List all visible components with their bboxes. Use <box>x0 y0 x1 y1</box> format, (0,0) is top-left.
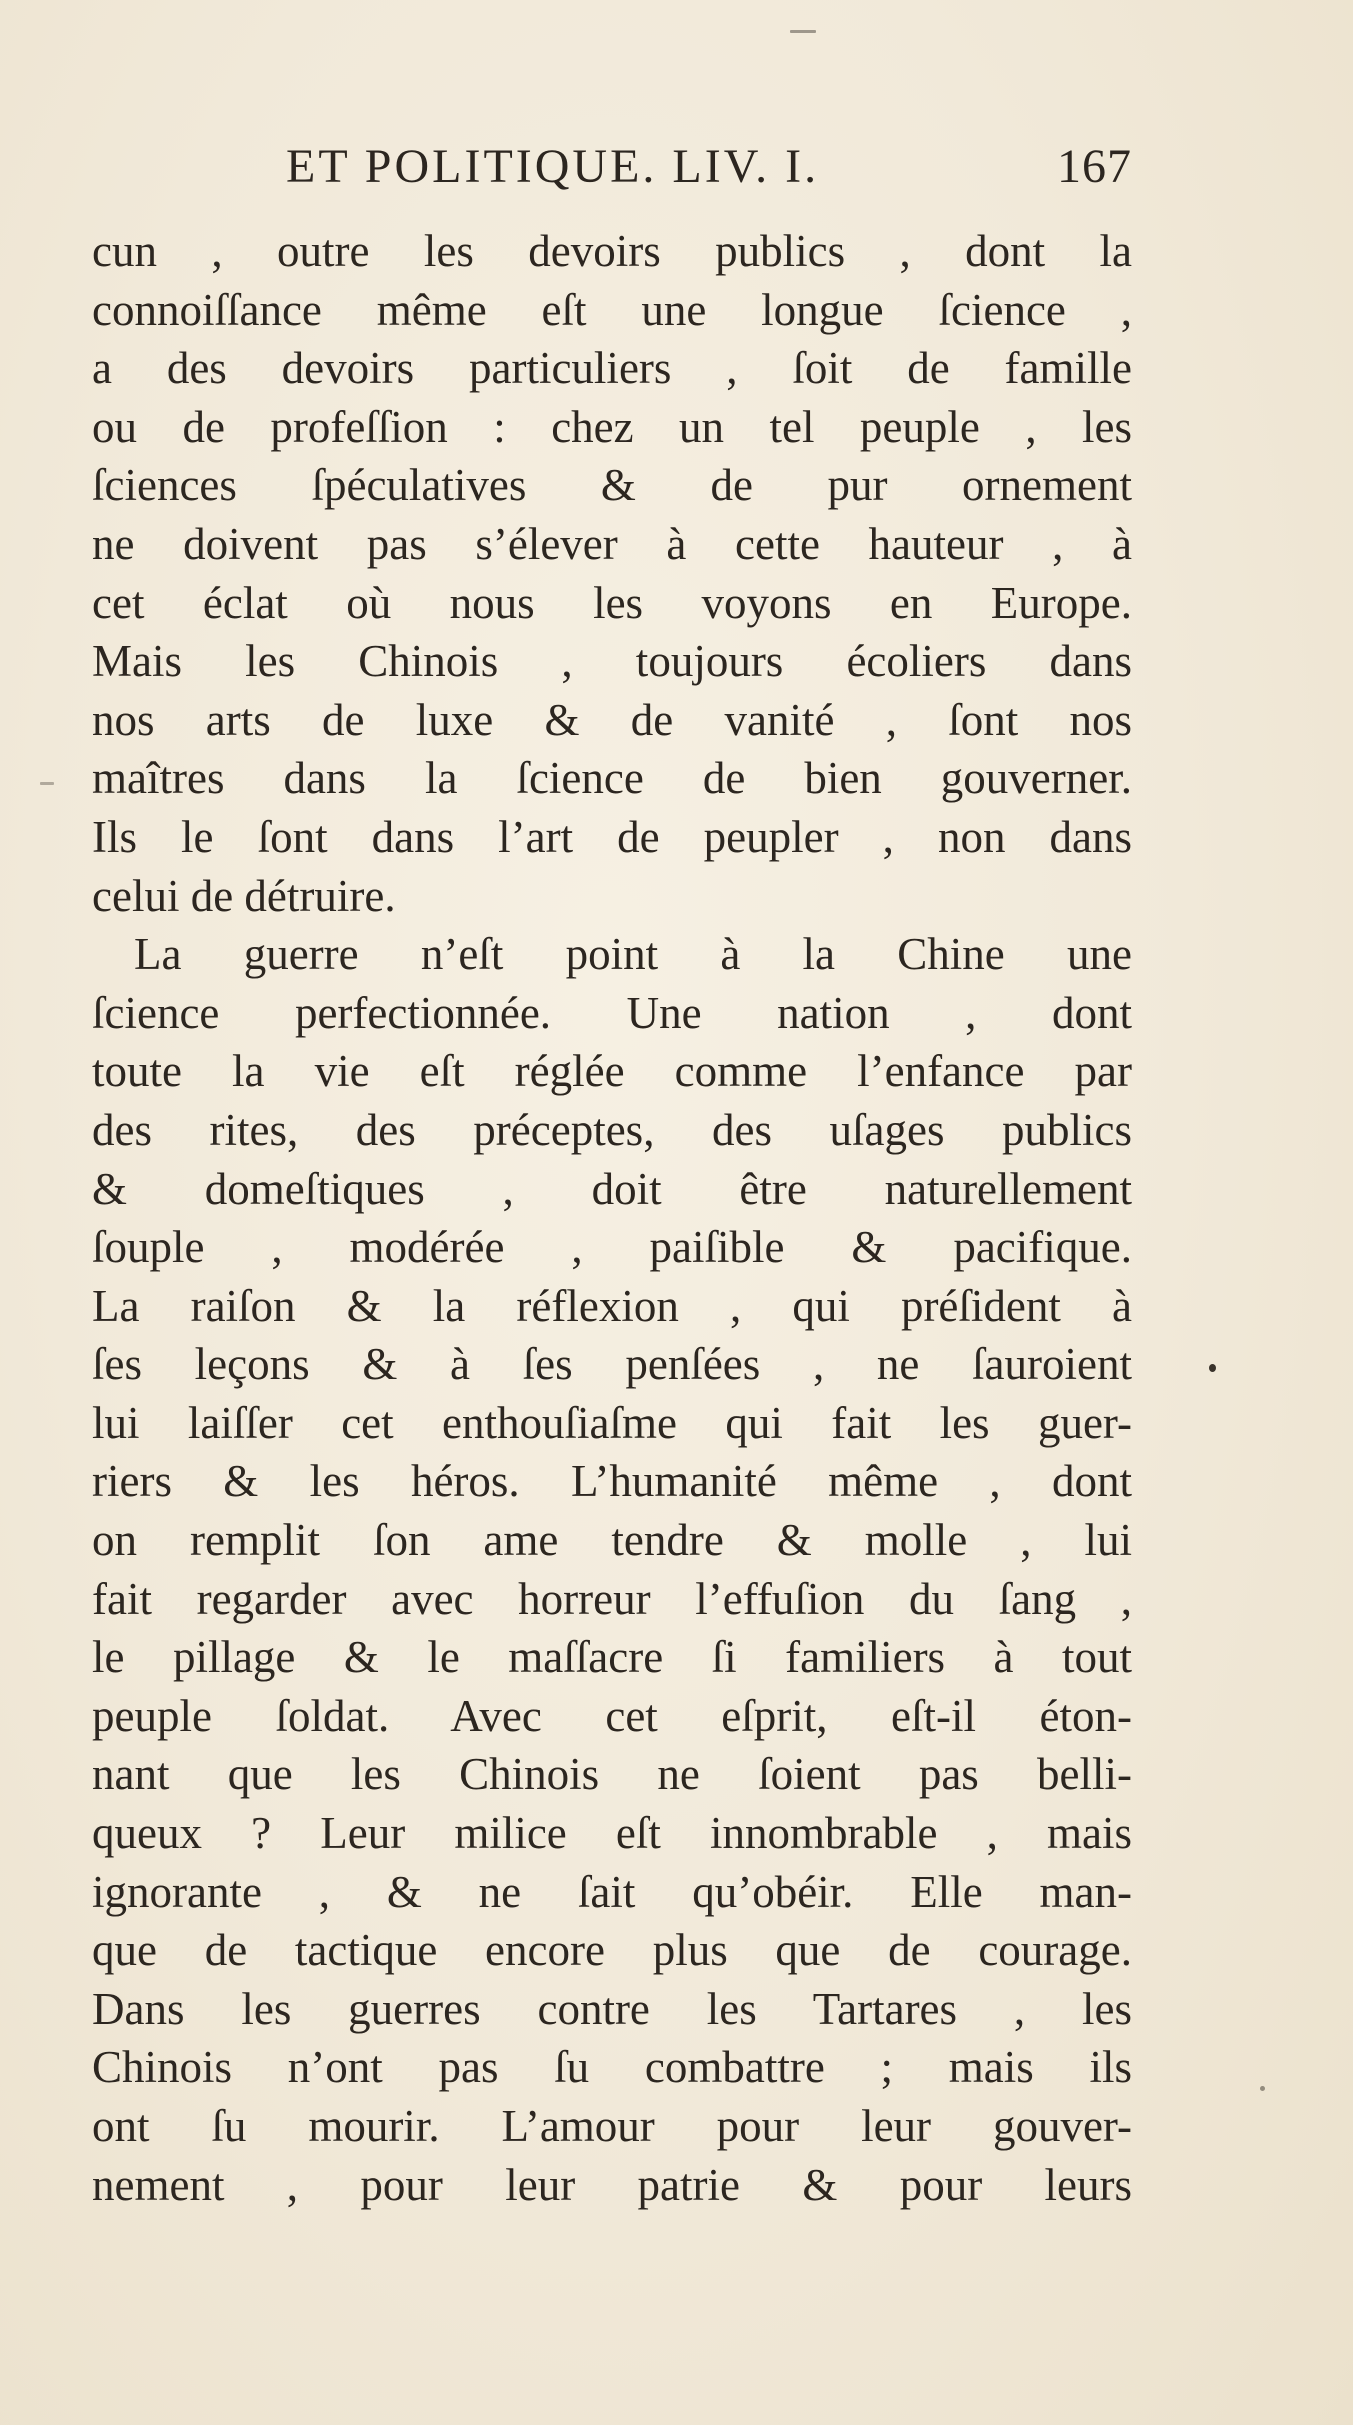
text-line: lui laiſſer cet enthouſiaſme qui fait les guer- <box>92 1397 1132 1448</box>
text-line-paragraph-start: La guerre n’eſt point à la Chine une <box>134 929 1132 980</box>
text-line: riers & les héros. L’humanité même , dont <box>92 1456 1132 1507</box>
text-line: nement , pour leur patrie & pour leurs <box>92 2159 1132 2210</box>
text-line: ne doivent pas s’élever à cette hauteur , à <box>92 518 1132 569</box>
page-header <box>286 132 1132 202</box>
text-line: fait regarder avec horreur l’effuſion du ſang , <box>92 1573 1132 1624</box>
ink-speck <box>1260 2086 1265 2091</box>
text-line: des rites, des préceptes, des uſages publics <box>92 1104 1132 1155</box>
text-line: cet éclat où nous les voyons en Europe. <box>92 577 1132 628</box>
text-line: ont ſu mourir. L’amour pour leur gouver- <box>92 2101 1132 2151</box>
text-line: on remplit ſon ame tendre & molle , lui <box>92 1515 1132 1566</box>
text-line: maîtres dans la ſcience de bien gouverner. <box>92 753 1132 804</box>
text-line: toute la vie eſt réglée comme l’enfance par <box>92 1046 1132 1097</box>
text-line: Chinois n’ont pas ſu combattre ; mais ils <box>92 2042 1132 2093</box>
text-line: ou de profeſſion : chez un tel peuple , les <box>92 401 1132 452</box>
text-line: ſciences ſpéculatives & de pur ornement <box>92 460 1132 511</box>
text-line: celui de détruire. <box>92 870 396 921</box>
page-number: 167 <box>1057 140 1132 193</box>
text-line: & domeſtiques , doit être naturellement <box>92 1163 1132 1214</box>
body-text <box>92 222 1132 2214</box>
text-line: a des devoirs particuliers , ſoit de famille <box>92 343 1132 394</box>
margin-dash <box>40 782 54 785</box>
text-line: ſouple , modérée , paiſible & pacifique. <box>92 1222 1132 1273</box>
text-line: Ils le ſont dans l’art de peupler , non dans <box>92 811 1132 862</box>
text-line: nant que les Chinois ne ſoient pas belli- <box>92 1749 1132 1800</box>
top-ink-mark <box>790 30 816 33</box>
text-line: cun , outre les devoirs publics , dont la <box>92 226 1132 276</box>
text-line: le pillage & le maſſacre ſi familiers à tout <box>92 1632 1132 1683</box>
text-line: La raiſon & la réflexion , qui préſident à <box>92 1280 1132 1331</box>
text-line: queux ? Leur milice eſt innombrable , mais <box>92 1808 1132 1859</box>
text-line: ſcience perfectionnée. Une nation , dont <box>92 987 1132 1038</box>
text-line: que de tactique encore plus que de courage. <box>92 1925 1132 1976</box>
ink-speck <box>1209 1364 1216 1372</box>
text-line: Mais les Chinois , toujours écoliers dans <box>92 636 1132 687</box>
text-line: Dans les guerres contre les Tartares , les <box>92 1983 1132 2034</box>
text-line: connoiſſance même eſt une longue ſcience , <box>92 284 1132 335</box>
text-line: peuple ſoldat. Avec cet eſprit, eſt-il éton- <box>92 1690 1132 1741</box>
text-line: nos arts de luxe & de vanité , ſont nos <box>92 694 1132 745</box>
running-head: ET POLITIQUE. LIV. I. <box>286 140 820 193</box>
text-line: ignorante , & ne ſait qu’obéir. Elle man- <box>92 1866 1132 1917</box>
text-line: ſes leçons & à ſes penſées , ne ſauroient <box>92 1339 1132 1390</box>
